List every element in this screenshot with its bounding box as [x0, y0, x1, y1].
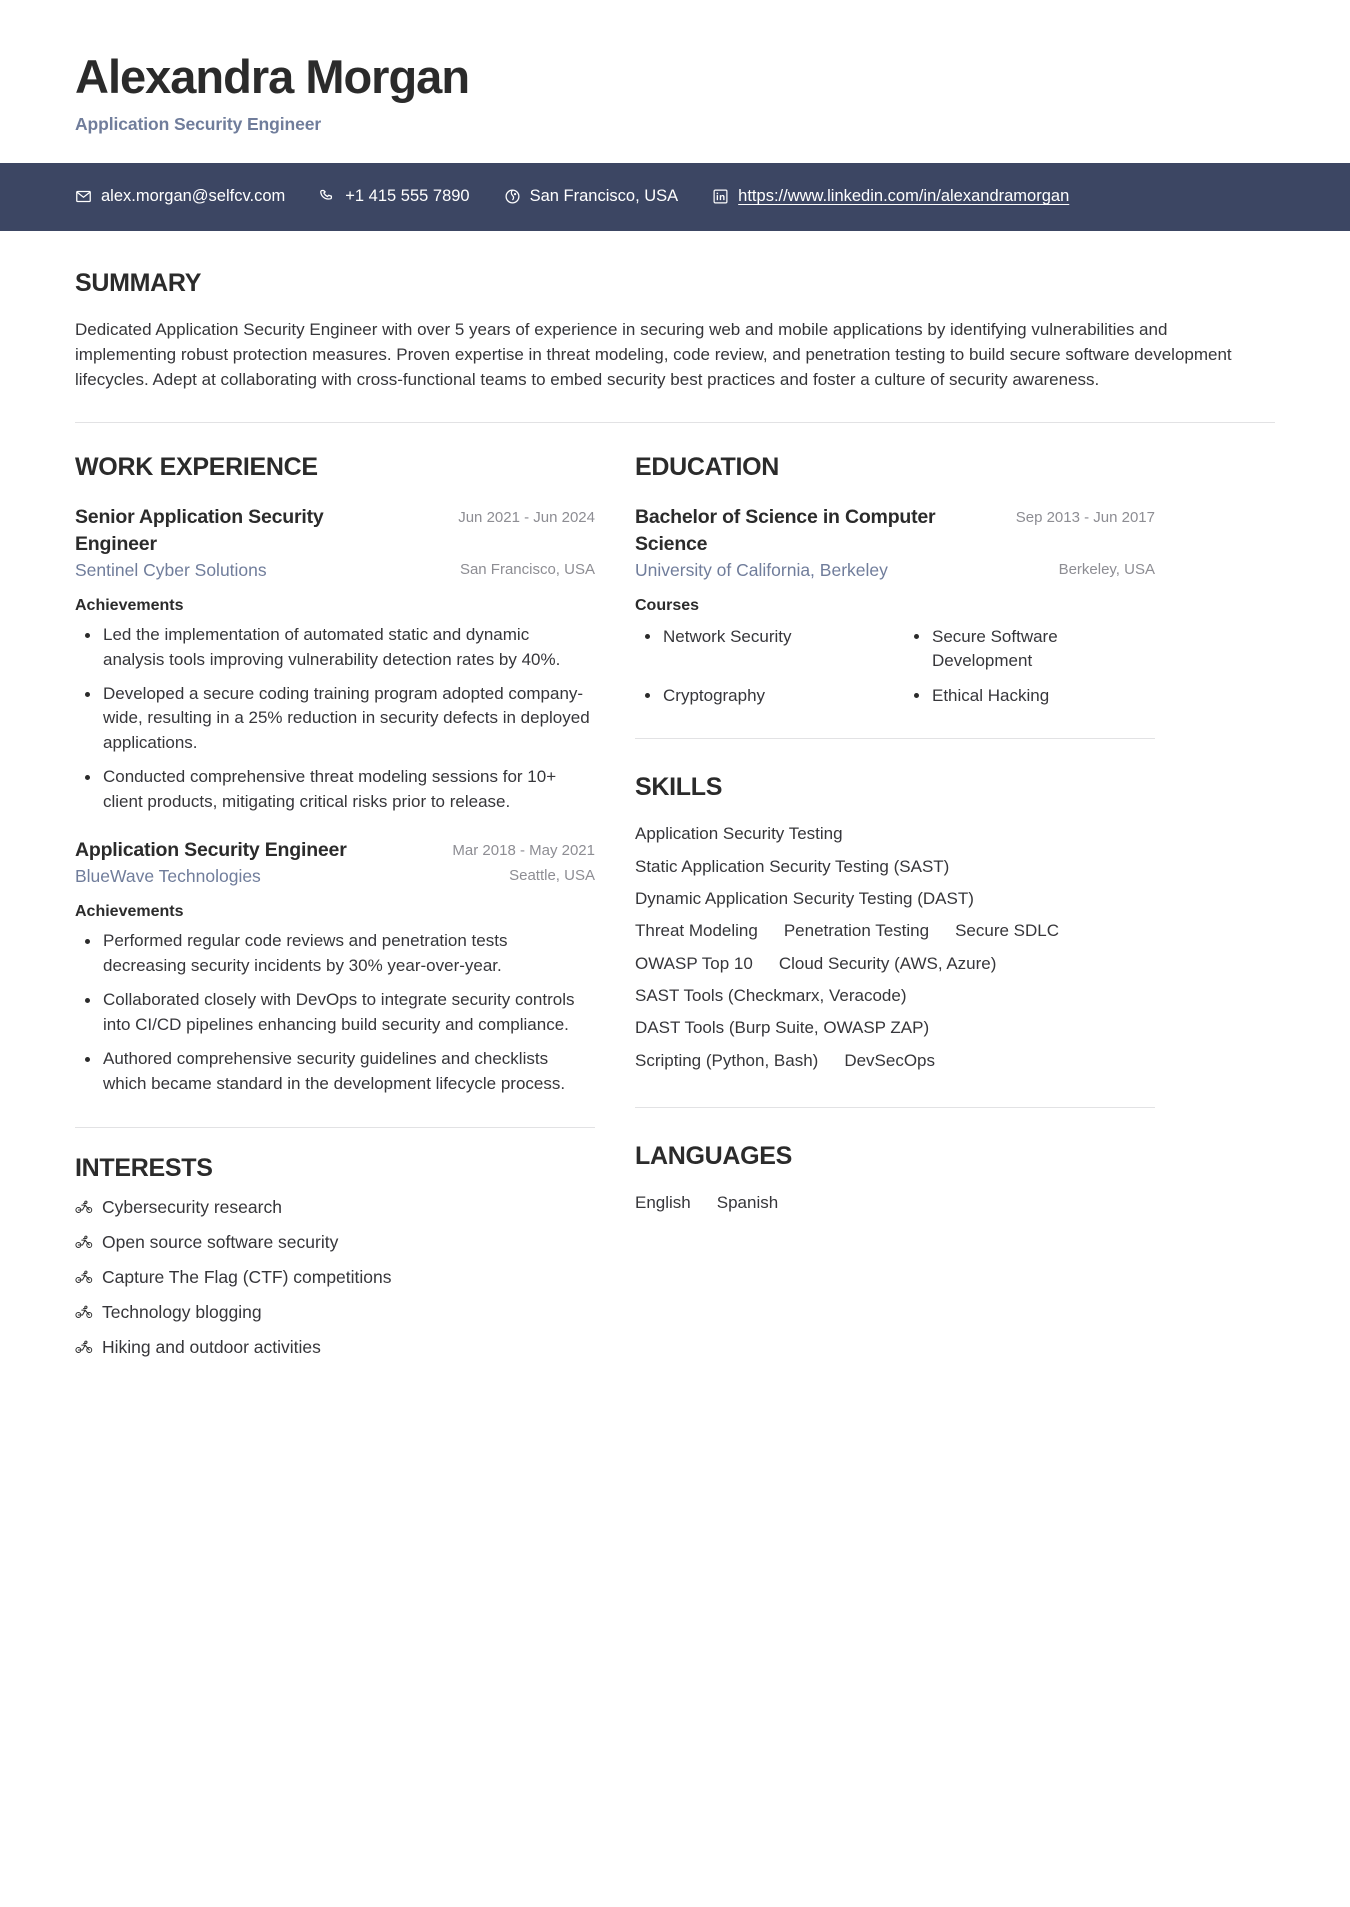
list-item	[75, 1232, 595, 1253]
work-company: Sentinel Cyber Solutions	[75, 560, 267, 581]
list-item: Developed a secure coding training program adopted company-wide, resulting in a 25% reduction in security defects in deployed applications.	[75, 682, 595, 757]
linkedin-icon	[712, 188, 729, 205]
globe-pin-icon	[504, 188, 521, 205]
list-item: Collaborated closely with DevOps to integrate security controls into CI/CD pipelines enhancing build security and compliance.	[75, 988, 595, 1038]
skill-row	[635, 818, 1155, 850]
education-dates: Sep 2013 - Jun 2017	[1015, 509, 1155, 527]
work-entry-subheader	[75, 864, 595, 889]
right-column	[635, 453, 1155, 1219]
interest-label: Hiking and outdoor activities	[102, 1336, 321, 1357]
summary-text: Dedicated Application Security Engineer with over 5 years of experience in securing web and mobile applications by identifying vulnerabilities and implementing robust protection measures. Proven expertise in threat modeling, code review, and penetration testing to build secure software development lifecycles. Adept at collaborating with cross-functional teams to embed security best practices and foster a culture of security awareness.	[75, 319, 1232, 390]
interests-section	[75, 1128, 595, 1358]
work-entry-header	[75, 837, 595, 864]
work-position: Application Security Engineer	[75, 839, 347, 862]
bicycle-icon	[75, 1340, 93, 1354]
contact-linkedin-text[interactable]: https://www.linkedin.com/in/alexandramorgan	[738, 187, 1070, 206]
bicycle-icon	[75, 1305, 93, 1319]
skill-item: SAST Tools (Checkmarx, Veracode)	[635, 985, 907, 1005]
skills-divider	[635, 738, 1155, 739]
skill-row	[635, 1045, 1155, 1077]
interest-label: Technology blogging	[102, 1301, 262, 1322]
interest-label: Open source software security	[102, 1231, 339, 1252]
list-item: Conducted comprehensive threat modeling sessions for 10+ client products, mitigating critical risks prior to release.	[75, 765, 595, 815]
envelope-icon	[75, 188, 92, 205]
work-dates: Mar 2018 - May 2021	[452, 842, 595, 860]
skill-item: OWASP Top 10	[635, 953, 753, 973]
work-achievements-list	[75, 929, 595, 1097]
work-experience-section	[75, 453, 595, 1097]
resume-body	[0, 231, 1350, 1358]
candidate-name: Alexandra Morgan	[75, 50, 470, 103]
skill-row	[635, 948, 1155, 980]
language-item: Spanish	[716, 1192, 779, 1212]
list-item	[75, 1302, 595, 1323]
languages-title: LANGUAGES	[635, 1141, 793, 1170]
achievements-label: Achievements	[75, 596, 184, 614]
skill-item: Cloud Security (AWS, Azure)	[778, 953, 997, 973]
work-entry-header	[75, 504, 595, 558]
list-item: Network Security	[635, 625, 886, 674]
skill-row	[635, 851, 1155, 883]
work-experience-title: WORK EXPERIENCE	[75, 453, 318, 482]
achievements-label: Achievements	[75, 902, 184, 920]
skill-item: Threat Modeling	[635, 921, 758, 941]
contact-bar	[0, 163, 1350, 231]
work-location: Seattle, USA	[509, 867, 595, 885]
skills-section	[635, 773, 1155, 1076]
list-item	[75, 1337, 595, 1358]
left-column	[75, 453, 595, 1358]
bicycle-icon	[75, 1200, 93, 1214]
education-title: EDUCATION	[635, 453, 780, 482]
skill-row	[635, 980, 1155, 1012]
contact-linkedin[interactable]	[712, 187, 1069, 206]
work-location: San Francisco, USA	[459, 561, 595, 579]
bicycle-icon	[75, 1235, 93, 1249]
work-entry	[75, 837, 595, 1096]
skill-item: Scripting (Python, Bash)	[635, 1050, 819, 1070]
list-item	[75, 1197, 595, 1218]
resume-header	[0, 0, 1350, 135]
contact-location-text: San Francisco, USA	[529, 187, 679, 206]
skill-item: DAST Tools (Burp Suite, OWASP ZAP)	[635, 1018, 930, 1038]
skills-list	[635, 818, 1155, 1076]
education-entry-header	[635, 504, 1155, 558]
contact-phone-text: +1 415 555 7890	[345, 187, 470, 206]
languages-section	[635, 1142, 1155, 1219]
list-item: Ethical Hacking	[904, 684, 1155, 709]
summary-section	[75, 231, 1275, 392]
skill-item: DevSecOps	[844, 1050, 936, 1070]
bicycle-icon	[75, 1270, 93, 1284]
skill-item: Static Application Security Testing (SAST)	[635, 856, 950, 876]
education-entry-subheader	[635, 558, 1155, 583]
courses-list	[635, 625, 1155, 709]
list-item: Cryptography	[635, 684, 886, 709]
skill-row	[635, 1012, 1155, 1044]
skills-title: SKILLS	[635, 773, 723, 802]
interest-label: Cybersecurity research	[102, 1196, 282, 1217]
work-entry	[75, 504, 595, 815]
education-location: Berkeley, USA	[1058, 561, 1155, 579]
contact-location	[504, 187, 679, 206]
courses-label: Courses	[635, 596, 700, 614]
language-item: English	[635, 1192, 691, 1212]
skill-item: Application Security Testing	[635, 824, 843, 844]
contact-email[interactable]	[75, 187, 285, 206]
summary-section-title: SUMMARY	[75, 268, 202, 297]
phone-icon	[319, 188, 336, 205]
education-school: University of California, Berkeley	[635, 560, 888, 581]
work-position: Senior Application Security Engineer	[75, 506, 324, 556]
work-company: BlueWave Technologies	[75, 866, 261, 887]
list-item: Performed regular code reviews and penetration tests decreasing security incidents by 30% year-over-year.	[75, 929, 595, 979]
work-entry-subheader	[75, 558, 595, 583]
contact-phone[interactable]	[319, 187, 469, 206]
contact-email-text: alex.morgan@selfcv.com	[101, 187, 286, 206]
languages-list	[635, 1187, 1155, 1219]
education-degree: Bachelor of Science in Computer Science	[635, 506, 936, 556]
interests-title: INTERESTS	[75, 1153, 213, 1182]
skill-row	[635, 915, 1155, 947]
work-achievements-list	[75, 623, 595, 816]
candidate-job-title: Application Security Engineer	[75, 113, 322, 134]
skill-item: Penetration Testing	[783, 921, 930, 941]
languages-divider	[635, 1107, 1155, 1108]
list-item: Led the implementation of automated static and dynamic analysis tools improving vulnerability detection rates by 40%.	[75, 623, 595, 673]
skill-item: Secure SDLC	[955, 921, 1060, 941]
education-entry	[635, 504, 1155, 708]
work-dates: Jun 2021 - Jun 2024	[458, 509, 595, 527]
education-section	[635, 453, 1155, 708]
skill-item: Dynamic Application Security Testing (DAST)	[635, 889, 974, 909]
main-columns	[75, 423, 1275, 1358]
interest-label: Capture The Flag (CTF) competitions	[102, 1266, 392, 1287]
list-item: Authored comprehensive security guidelines and checklists which became standard in the development lifecycle process.	[75, 1047, 595, 1097]
list-item: Secure Software Development	[904, 625, 1155, 674]
list-item	[75, 1267, 595, 1288]
skill-row	[635, 883, 1155, 915]
